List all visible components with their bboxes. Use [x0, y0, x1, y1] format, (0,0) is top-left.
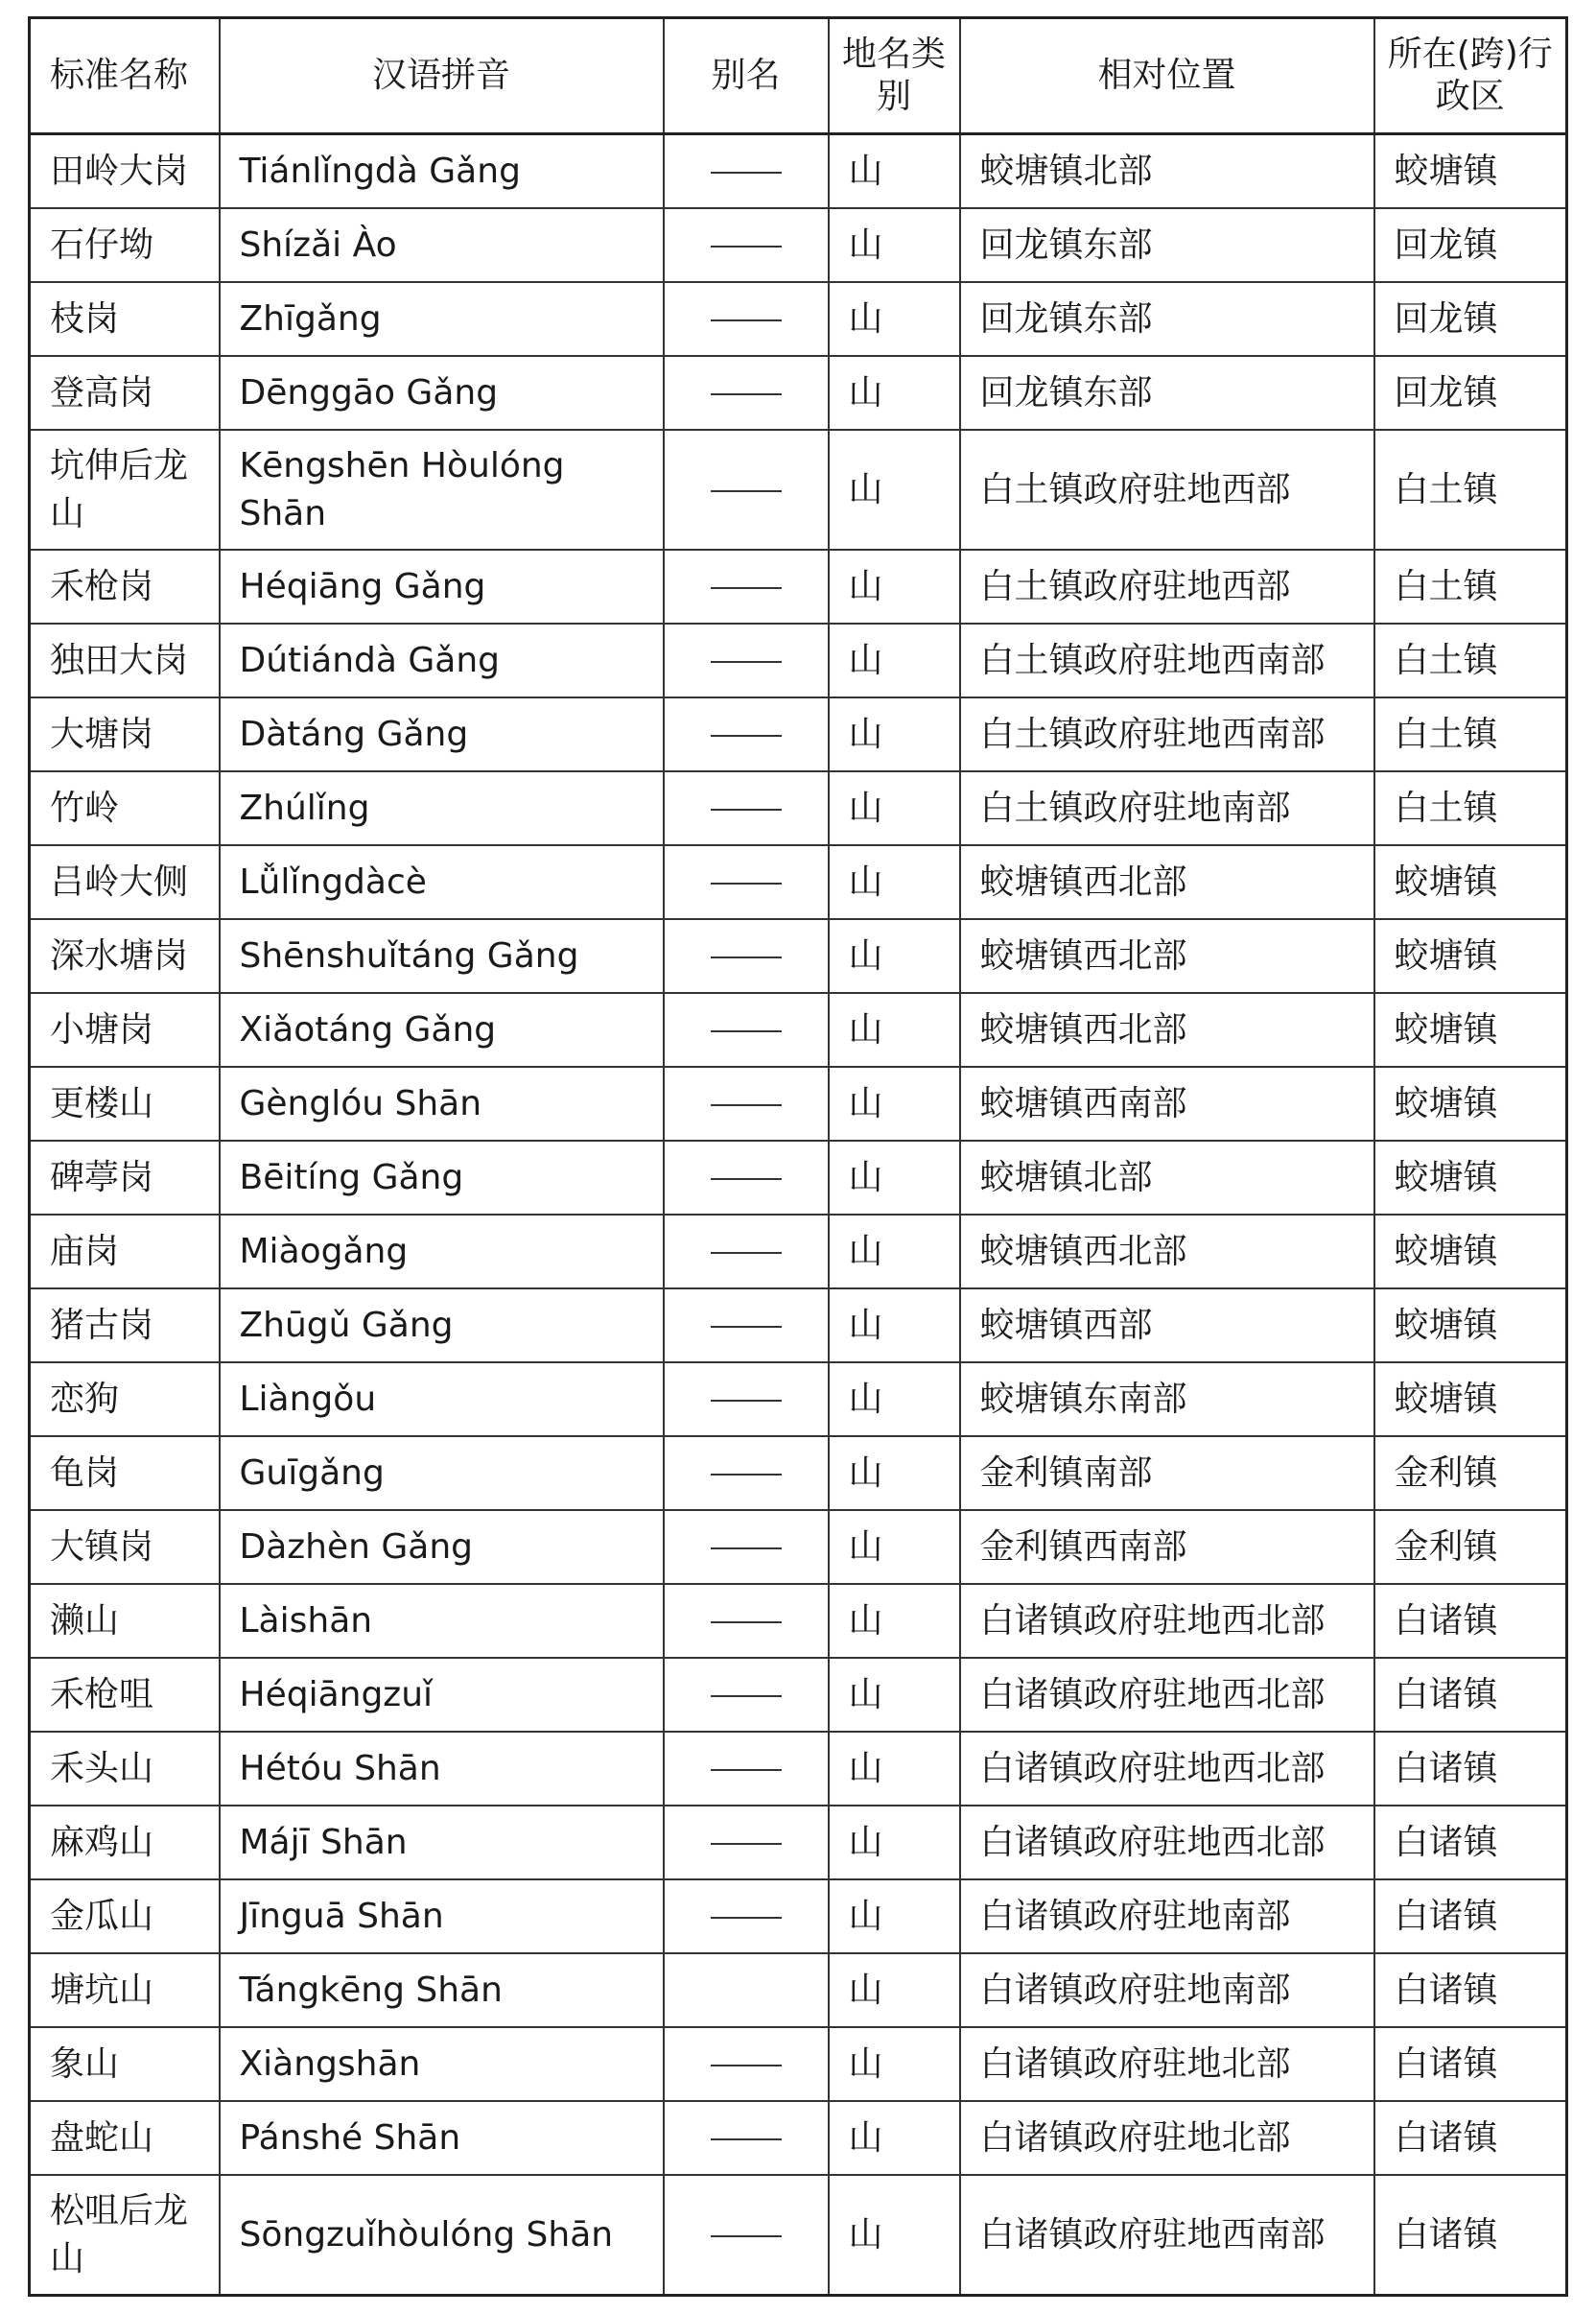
- table-row: [30, 1215, 1567, 1288]
- standard-name-cell: 小塘岗: [30, 993, 220, 1067]
- standard-name-cell: 大镇岗: [30, 1510, 220, 1584]
- pinyin-cell: Guīgǎng: [220, 1436, 664, 1510]
- category-cell: 山: [829, 1141, 960, 1215]
- location-cell: 白诸镇政府驻地西南部: [960, 2175, 1374, 2296]
- location-cell: 蛟塘镇西南部: [960, 1067, 1374, 1141]
- empty-dash: [711, 735, 782, 737]
- location-cell: 金利镇南部: [960, 1436, 1374, 1510]
- admin-region-cell: 白诸镇: [1374, 2101, 1567, 2175]
- alias-cell: [664, 2101, 829, 2175]
- location-cell: 蛟塘镇西部: [960, 1288, 1374, 1362]
- pinyin-cell: Shēnshuǐtáng Gǎng: [220, 919, 664, 993]
- standard-name-cell: 更楼山: [30, 1067, 220, 1141]
- alias-cell: [664, 208, 829, 282]
- empty-dash: [711, 1326, 782, 1328]
- category-cell: 山: [829, 134, 960, 209]
- empty-dash: [711, 1547, 782, 1549]
- empty-dash: [711, 2065, 782, 2066]
- pinyin-cell: Dàtáng Gǎng: [220, 697, 664, 771]
- alias-cell: [664, 624, 829, 697]
- table-row: [30, 1584, 1567, 1658]
- location-cell: 蛟塘镇西北部: [960, 845, 1374, 919]
- standard-name-cell: 金瓜山: [30, 1879, 220, 1953]
- location-cell: 白诸镇政府驻地南部: [960, 1953, 1374, 2027]
- location-cell: 白诸镇政府驻地西北部: [960, 1732, 1374, 1806]
- category-cell: 山: [829, 993, 960, 1067]
- standard-name-cell: 田岭大岗: [30, 134, 220, 209]
- location-cell: 白土镇政府驻地西南部: [960, 624, 1374, 697]
- admin-region-cell: 白土镇: [1374, 697, 1567, 771]
- category-cell: 山: [829, 1288, 960, 1362]
- table-body: [30, 134, 1567, 2296]
- alias-cell: [664, 2027, 829, 2101]
- table-row: [30, 1953, 1567, 2027]
- empty-dash: [711, 246, 782, 248]
- location-cell: 蛟塘镇西北部: [960, 993, 1374, 1067]
- admin-region-cell: 白诸镇: [1374, 2175, 1567, 2296]
- empty-dash: [711, 490, 782, 492]
- location-cell: 白土镇政府驻地西南部: [960, 697, 1374, 771]
- pinyin-cell: Kēngshēn Hòulóng Shān: [220, 430, 664, 550]
- header-standard-name: 标准名称: [30, 18, 220, 134]
- pinyin-cell: Jīnguā Shān: [220, 1879, 664, 1953]
- table-row: [30, 1436, 1567, 1510]
- empty-dash: [711, 319, 782, 321]
- standard-name-cell: 濑山: [30, 1584, 220, 1658]
- pinyin-cell: Májī Shān: [220, 1806, 664, 1879]
- pinyin-cell: Miàogǎng: [220, 1215, 664, 1288]
- pinyin-cell: Sōngzuǐhòulóng Shān: [220, 2175, 664, 2296]
- table-row: [30, 1732, 1567, 1806]
- table-row: [30, 1362, 1567, 1436]
- admin-region-cell: 金利镇: [1374, 1510, 1567, 1584]
- standard-name-cell: 盘蛇山: [30, 2101, 220, 2175]
- table-row: [30, 1879, 1567, 1953]
- pinyin-cell: Hétóu Shān: [220, 1732, 664, 1806]
- location-cell: 白诸镇政府驻地北部: [960, 2101, 1374, 2175]
- category-cell: 山: [829, 2101, 960, 2175]
- alias-cell: [664, 134, 829, 209]
- standard-name-cell: 猪古岗: [30, 1288, 220, 1362]
- location-cell: 白诸镇政府驻地西北部: [960, 1806, 1374, 1879]
- alias-cell: [664, 993, 829, 1067]
- standard-name-cell: 吕岭大侧: [30, 845, 220, 919]
- header-row: [30, 18, 1567, 134]
- standard-name-cell: 禾枪岗: [30, 550, 220, 624]
- standard-name-cell: 碑葶岗: [30, 1141, 220, 1215]
- alias-cell: [664, 1584, 829, 1658]
- standard-name-cell: 深水塘岗: [30, 919, 220, 993]
- admin-region-cell: 白土镇: [1374, 430, 1567, 550]
- category-cell: 山: [829, 697, 960, 771]
- alias-cell: [664, 1879, 829, 1953]
- pinyin-cell: Bēitíng Gǎng: [220, 1141, 664, 1215]
- alias-cell: [664, 2175, 829, 2296]
- table-row: [30, 993, 1567, 1067]
- admin-region-cell: 蛟塘镇: [1374, 993, 1567, 1067]
- location-cell: 蛟塘镇西北部: [960, 919, 1374, 993]
- alias-cell: [664, 1141, 829, 1215]
- category-cell: 山: [829, 1067, 960, 1141]
- pinyin-cell: Làishān: [220, 1584, 664, 1658]
- admin-region-cell: 白诸镇: [1374, 1732, 1567, 1806]
- table-row: [30, 697, 1567, 771]
- pinyin-cell: Tángkēng Shān: [220, 1953, 664, 2027]
- table-row: [30, 134, 1567, 209]
- admin-region-cell: 白土镇: [1374, 771, 1567, 845]
- pinyin-cell: Xiǎotáng Gǎng: [220, 993, 664, 1067]
- pinyin-cell: Xiàngshān: [220, 2027, 664, 2101]
- pinyin-cell: Gènglóu Shān: [220, 1067, 664, 1141]
- standard-name-cell: 登高岗: [30, 356, 220, 430]
- location-cell: 金利镇西南部: [960, 1510, 1374, 1584]
- category-cell: 山: [829, 919, 960, 993]
- admin-region-cell: 白土镇: [1374, 624, 1567, 697]
- alias-cell: [664, 1732, 829, 1806]
- table-row: [30, 430, 1567, 550]
- table-row: [30, 845, 1567, 919]
- empty-dash: [711, 1695, 782, 1697]
- empty-dash: [711, 1252, 782, 1254]
- location-cell: 白诸镇政府驻地南部: [960, 1879, 1374, 1953]
- standard-name-cell: 大塘岗: [30, 697, 220, 771]
- location-cell: 白土镇政府驻地西部: [960, 550, 1374, 624]
- category-cell: 山: [829, 282, 960, 356]
- empty-dash: [711, 1400, 782, 1402]
- location-cell: 回龙镇东部: [960, 356, 1374, 430]
- admin-region-cell: 蛟塘镇: [1374, 1141, 1567, 1215]
- alias-cell: [664, 1436, 829, 1510]
- location-cell: 白诸镇政府驻地北部: [960, 2027, 1374, 2101]
- pinyin-cell: Dàzhèn Gǎng: [220, 1510, 664, 1584]
- category-cell: 山: [829, 2175, 960, 2296]
- table-row: [30, 1658, 1567, 1732]
- table-row: [30, 771, 1567, 845]
- admin-region-cell: 回龙镇: [1374, 208, 1567, 282]
- table-row: [30, 1067, 1567, 1141]
- standard-name-cell: 松咀后龙山: [30, 2175, 220, 2296]
- pinyin-cell: Lǚlǐngdàcè: [220, 845, 664, 919]
- category-cell: 山: [829, 1879, 960, 1953]
- alias-cell: [664, 1953, 829, 2027]
- location-cell: 蛟塘镇北部: [960, 134, 1374, 209]
- category-cell: 山: [829, 845, 960, 919]
- table-row: [30, 1141, 1567, 1215]
- standard-name-cell: 龟岗: [30, 1436, 220, 1510]
- header-admin-region: 所在(跨)行政区: [1374, 18, 1567, 134]
- pinyin-cell: Dēnggāo Gǎng: [220, 356, 664, 430]
- admin-region-cell: 蛟塘镇: [1374, 1288, 1567, 1362]
- category-cell: 山: [829, 356, 960, 430]
- table-row: [30, 208, 1567, 282]
- table-row: [30, 2175, 1567, 2296]
- standard-name-cell: 禾头山: [30, 1732, 220, 1806]
- place-name-table: [28, 16, 1568, 2297]
- admin-region-cell: 白诸镇: [1374, 2027, 1567, 2101]
- empty-dash: [711, 883, 782, 885]
- location-cell: 蛟塘镇北部: [960, 1141, 1374, 1215]
- table-row: [30, 550, 1567, 624]
- table-row: [30, 282, 1567, 356]
- category-cell: 山: [829, 771, 960, 845]
- alias-cell: [664, 430, 829, 550]
- location-cell: 回龙镇东部: [960, 208, 1374, 282]
- standard-name-cell: 恋狗: [30, 1362, 220, 1436]
- category-cell: 山: [829, 1215, 960, 1288]
- category-cell: 山: [829, 1806, 960, 1879]
- alias-cell: [664, 919, 829, 993]
- table-row: [30, 2027, 1567, 2101]
- admin-region-cell: 金利镇: [1374, 1436, 1567, 1510]
- location-cell: 白诸镇政府驻地西北部: [960, 1658, 1374, 1732]
- header-alias: 别名: [664, 18, 829, 134]
- category-cell: 山: [829, 1436, 960, 1510]
- category-cell: 山: [829, 1510, 960, 1584]
- pinyin-cell: Héqiāngzuǐ: [220, 1658, 664, 1732]
- empty-dash: [711, 2235, 782, 2237]
- category-cell: 山: [829, 624, 960, 697]
- category-cell: 山: [829, 550, 960, 624]
- location-cell: 蛟塘镇西北部: [960, 1215, 1374, 1288]
- alias-cell: [664, 1806, 829, 1879]
- alias-cell: [664, 771, 829, 845]
- table-row: [30, 1806, 1567, 1879]
- header-location: 相对位置: [960, 18, 1374, 134]
- header-category: 地名类别: [829, 18, 960, 134]
- alias-cell: [664, 1510, 829, 1584]
- category-cell: 山: [829, 1732, 960, 1806]
- admin-region-cell: 白诸镇: [1374, 1658, 1567, 1732]
- alias-cell: [664, 356, 829, 430]
- pinyin-cell: Zhúlǐng: [220, 771, 664, 845]
- standard-name-cell: 坑伸后龙山: [30, 430, 220, 550]
- empty-dash: [711, 1621, 782, 1623]
- empty-dash: [711, 393, 782, 395]
- alias-cell: [664, 1288, 829, 1362]
- table-row: [30, 1288, 1567, 1362]
- standard-name-cell: 麻鸡山: [30, 1806, 220, 1879]
- alias-cell: [664, 845, 829, 919]
- header-pinyin: 汉语拼音: [220, 18, 664, 134]
- empty-dash: [711, 2138, 782, 2140]
- alias-cell: [664, 1658, 829, 1732]
- pinyin-cell: Zhīgǎng: [220, 282, 664, 356]
- admin-region-cell: 白诸镇: [1374, 1953, 1567, 2027]
- empty-dash: [711, 1474, 782, 1476]
- empty-dash: [711, 1104, 782, 1106]
- empty-dash: [711, 809, 782, 811]
- admin-region-cell: 蛟塘镇: [1374, 845, 1567, 919]
- table-row: [30, 356, 1567, 430]
- alias-cell: [664, 1215, 829, 1288]
- admin-region-cell: 蛟塘镇: [1374, 1362, 1567, 1436]
- table-header: [30, 18, 1567, 134]
- standard-name-cell: 象山: [30, 2027, 220, 2101]
- category-cell: 山: [829, 1362, 960, 1436]
- standard-name-cell: 独田大岗: [30, 624, 220, 697]
- alias-cell: [664, 550, 829, 624]
- location-cell: 白诸镇政府驻地西北部: [960, 1584, 1374, 1658]
- standard-name-cell: 塘坑山: [30, 1953, 220, 2027]
- alias-cell: [664, 1362, 829, 1436]
- standard-name-cell: 庙岗: [30, 1215, 220, 1288]
- admin-region-cell: 回龙镇: [1374, 356, 1567, 430]
- standard-name-cell: 石仔坳: [30, 208, 220, 282]
- alias-cell: [664, 282, 829, 356]
- admin-region-cell: 蛟塘镇: [1374, 1067, 1567, 1141]
- standard-name-cell: 枝岗: [30, 282, 220, 356]
- category-cell: 山: [829, 1584, 960, 1658]
- empty-dash: [711, 172, 782, 174]
- pinyin-cell: Shízǎi Ào: [220, 208, 664, 282]
- category-cell: 山: [829, 2027, 960, 2101]
- location-cell: 白土镇政府驻地西部: [960, 430, 1374, 550]
- table-row: [30, 624, 1567, 697]
- pinyin-cell: Zhūgǔ Gǎng: [220, 1288, 664, 1362]
- empty-dash: [711, 1843, 782, 1845]
- admin-region-cell: 蛟塘镇: [1374, 919, 1567, 993]
- table-row: [30, 1510, 1567, 1584]
- admin-region-cell: 蛟塘镇: [1374, 1215, 1567, 1288]
- pinyin-cell: Dútiándà Gǎng: [220, 624, 664, 697]
- table-row: [30, 2101, 1567, 2175]
- empty-dash: [711, 1769, 782, 1771]
- location-cell: 回龙镇东部: [960, 282, 1374, 356]
- standard-name-cell: 禾枪咀: [30, 1658, 220, 1732]
- admin-region-cell: 白诸镇: [1374, 1806, 1567, 1879]
- alias-cell: [664, 1067, 829, 1141]
- empty-dash: [711, 1178, 782, 1180]
- empty-dash: [711, 1030, 782, 1032]
- alias-cell: [664, 697, 829, 771]
- admin-region-cell: 白诸镇: [1374, 1584, 1567, 1658]
- pinyin-cell: Héqiāng Gǎng: [220, 550, 664, 624]
- table-row: [30, 919, 1567, 993]
- category-cell: 山: [829, 1953, 960, 2027]
- empty-dash: [711, 1917, 782, 1919]
- category-cell: 山: [829, 208, 960, 282]
- empty-dash: [711, 661, 782, 663]
- category-cell: 山: [829, 430, 960, 550]
- location-cell: 蛟塘镇东南部: [960, 1362, 1374, 1436]
- admin-region-cell: 白诸镇: [1374, 1879, 1567, 1953]
- admin-region-cell: 蛟塘镇: [1374, 134, 1567, 209]
- location-cell: 白土镇政府驻地南部: [960, 771, 1374, 845]
- admin-region-cell: 白土镇: [1374, 550, 1567, 624]
- empty-dash: [711, 956, 782, 958]
- pinyin-cell: Pánshé Shān: [220, 2101, 664, 2175]
- pinyin-cell: Liàngǒu: [220, 1362, 664, 1436]
- standard-name-cell: 竹岭: [30, 771, 220, 845]
- category-cell: 山: [829, 1658, 960, 1732]
- admin-region-cell: 回龙镇: [1374, 282, 1567, 356]
- pinyin-cell: Tiánlǐngdà Gǎng: [220, 134, 664, 209]
- empty-dash: [711, 587, 782, 589]
